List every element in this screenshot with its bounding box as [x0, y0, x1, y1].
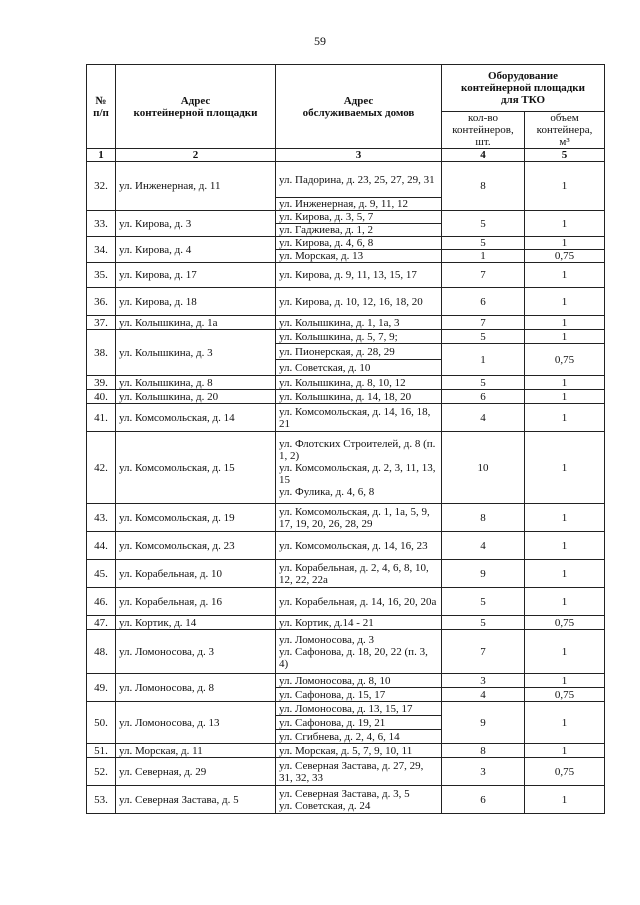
served-houses: ул. Колышкина, д. 14, 18, 20 [276, 390, 442, 404]
container-count: 7 [442, 263, 525, 288]
served-houses: ул. Морская, д. 13 [276, 250, 442, 263]
container-count: 8 [442, 744, 525, 758]
container-count: 1 [442, 344, 525, 376]
col-index: 1 [87, 149, 116, 162]
site-address: ул. Колышкина, д. 20 [116, 390, 276, 404]
table-row [87, 588, 605, 616]
row-number: 36. [87, 288, 116, 316]
container-volume: 1 [525, 432, 605, 504]
row-number: 53. [87, 786, 116, 814]
table-row [87, 330, 605, 344]
container-count: 3 [442, 758, 525, 786]
table-row [87, 630, 605, 674]
container-volume: 0,75 [525, 250, 605, 263]
site-address: ул. Северная Застава, д. 5 [116, 786, 276, 814]
table-row [87, 532, 605, 560]
row-number: 49. [87, 674, 116, 702]
site-address: ул. Колышкина, д. 1а [116, 316, 276, 330]
row-number: 43. [87, 504, 116, 532]
served-houses: ул. Кирова, д. 9, 11, 13, 15, 17 [276, 263, 442, 288]
container-count: 5 [442, 376, 525, 390]
served-houses: ул. Колышкина, д. 1, 1а, 3 [276, 316, 442, 330]
container-volume: 1 [525, 376, 605, 390]
container-volume: 1 [525, 390, 605, 404]
col-index: 2 [116, 149, 276, 162]
container-count: 7 [442, 316, 525, 330]
site-address: ул. Колышкина, д. 8 [116, 376, 276, 390]
header-houses [276, 65, 442, 149]
container-volume: 1 [525, 532, 605, 560]
served-houses: ул. Комсомольская, д. 1, 1а, 5, 9, 17, 19, 20, 26, 28, 29 [276, 504, 442, 532]
row-number: 47. [87, 616, 116, 630]
col-index: 3 [276, 149, 442, 162]
table-row [87, 674, 605, 688]
site-address: ул. Комсомольская, д. 23 [116, 532, 276, 560]
container-count: 8 [442, 504, 525, 532]
container-volume: 0,75 [525, 758, 605, 786]
row-number: 32. [87, 162, 116, 211]
site-address: ул. Кортик, д. 14 [116, 616, 276, 630]
table-row [87, 263, 605, 288]
container-count: 9 [442, 560, 525, 588]
site-address: ул. Ломоносова, д. 13 [116, 702, 276, 744]
container-count: 9 [442, 702, 525, 744]
served-houses: ул. Северная Застава, д. 27, 29, 31, 32, 33 [276, 758, 442, 786]
site-address: ул. Комсомольская, д. 19 [116, 504, 276, 532]
site-address: ул. Ломоносова, д. 3 [116, 630, 276, 674]
row-number: 41. [87, 404, 116, 432]
container-volume: 1 [525, 630, 605, 674]
container-count: 8 [442, 162, 525, 211]
site-address: ул. Корабельная, д. 16 [116, 588, 276, 616]
served-houses: ул. Флотских Строителей, д. 8 (п. 1, 2) ул. Комсомольская, д. 2, 3, 11, 13, 15 ул. Фулика, д. 4, 6, 8 [276, 432, 442, 504]
table-row [87, 504, 605, 532]
site-address: ул. Кирова, д. 3 [116, 211, 276, 237]
header-site-address [116, 65, 276, 149]
container-volume: 1 [525, 288, 605, 316]
container-volume: 1 [525, 744, 605, 758]
row-number: 33. [87, 211, 116, 237]
header-num [87, 65, 116, 149]
table-row [87, 404, 605, 432]
row-number: 45. [87, 560, 116, 588]
served-houses: ул. Инженерная, д. 9, 11, 12 [276, 198, 442, 211]
table-row [87, 432, 605, 504]
container-volume: 1 [525, 404, 605, 432]
served-houses: ул. Кирова, д. 10, 12, 16, 18, 20 [276, 288, 442, 316]
row-number: 46. [87, 588, 116, 616]
table-row [87, 211, 605, 224]
site-address: ул. Ломоносова, д. 8 [116, 674, 276, 702]
container-count: 7 [442, 630, 525, 674]
header-houses-text: Адрес обслуживаемых домов [302, 94, 415, 119]
served-houses: ул. Сафонова, д. 15, 17 [276, 688, 442, 702]
header-count [442, 112, 525, 149]
table-row [87, 744, 605, 758]
container-volume: 1 [525, 674, 605, 688]
container-volume: 0,75 [525, 688, 605, 702]
col-index: 5 [525, 149, 605, 162]
container-count: 1 [442, 250, 525, 263]
table-body [87, 162, 605, 814]
site-address: ул. Корабельная, д. 10 [116, 560, 276, 588]
container-count: 6 [442, 390, 525, 404]
row-number: 51. [87, 744, 116, 758]
site-address: ул. Северная, д. 29 [116, 758, 276, 786]
row-number: 40. [87, 390, 116, 404]
container-sites-table [86, 64, 605, 814]
container-count: 6 [442, 786, 525, 814]
row-number: 50. [87, 702, 116, 744]
col-index: 4 [442, 149, 525, 162]
site-address: ул. Колышкина, д. 3 [116, 330, 276, 376]
container-count: 4 [442, 404, 525, 432]
served-houses: ул. Колышкина, д. 5, 7, 9; [276, 330, 442, 344]
served-houses: ул. Ломоносова, д. 3 ул. Сафонова, д. 18, 20, 22 (п. 3, 4) [276, 630, 442, 674]
container-count: 4 [442, 688, 525, 702]
row-number: 34. [87, 237, 116, 263]
site-address: ул. Морская, д. 11 [116, 744, 276, 758]
table-row [87, 288, 605, 316]
served-houses: ул. Гаджиева, д. 1, 2 [276, 224, 442, 237]
row-number: 44. [87, 532, 116, 560]
container-volume: 1 [525, 588, 605, 616]
table-row [87, 786, 605, 814]
row-number: 48. [87, 630, 116, 674]
container-volume: 1 [525, 786, 605, 814]
container-count: 5 [442, 237, 525, 250]
container-count: 5 [442, 588, 525, 616]
table-row [87, 616, 605, 630]
served-houses: ул. Падорина, д. 23, 25, 27, 29, 31 [276, 162, 442, 198]
header-volume [525, 112, 605, 149]
row-number: 52. [87, 758, 116, 786]
served-houses: ул. Сгибнева, д. 2, 4, 6, 14 [276, 730, 442, 744]
served-houses: ул. Морская, д. 5, 7, 9, 10, 11 [276, 744, 442, 758]
table-row [87, 702, 605, 716]
row-number: 35. [87, 263, 116, 288]
row-number: 39. [87, 376, 116, 390]
table-row [87, 162, 605, 198]
table-row [87, 560, 605, 588]
table-row [87, 237, 605, 250]
site-address: ул. Комсомольская, д. 15 [116, 432, 276, 504]
row-number: 42. [87, 432, 116, 504]
served-houses: ул. Ломоносова, д. 8, 10 [276, 674, 442, 688]
site-address: ул. Инженерная, д. 11 [116, 162, 276, 211]
header-equipment [442, 65, 605, 112]
row-number: 38. [87, 330, 116, 376]
table-row [87, 758, 605, 786]
container-volume: 1 [525, 560, 605, 588]
header-num-text: № п/п [93, 94, 109, 119]
container-volume: 0,75 [525, 616, 605, 630]
container-count: 5 [442, 211, 525, 237]
header-site-address-text: Адрес контейнерной площадки [133, 94, 258, 119]
header-volume-text: объем контейнера, м³ [536, 112, 593, 148]
row-number: 37. [87, 316, 116, 330]
container-volume: 1 [525, 702, 605, 744]
served-houses: ул. Северная Застава, д. 3, 5 ул. Советская, д. 24 [276, 786, 442, 814]
container-volume: 1 [525, 330, 605, 344]
served-houses: ул. Ломоносова, д. 13, 15, 17 [276, 702, 442, 716]
table-row [87, 376, 605, 390]
served-houses: ул. Комсомольская, д. 14, 16, 18, 21 [276, 404, 442, 432]
container-volume: 1 [525, 211, 605, 237]
header-equipment-text: Оборудование контейнерной площадки для ТКО [461, 70, 585, 106]
served-houses: ул. Советская, д. 10 [276, 360, 442, 376]
container-volume: 1 [525, 162, 605, 211]
container-count: 5 [442, 330, 525, 344]
served-houses: ул. Кирова, д. 4, 6, 8 [276, 237, 442, 250]
container-count: 10 [442, 432, 525, 504]
served-houses: ул. Корабельная, д. 14, 16, 20, 20а [276, 588, 442, 616]
served-houses: ул. Комсомольская, д. 14, 16, 23 [276, 532, 442, 560]
header-count-text: кол-во контейнеров, шт. [452, 112, 514, 148]
served-houses: ул. Корабельная, д. 2, 4, 6, 8, 10, 12, 22, 22а [276, 560, 442, 588]
served-houses: ул. Кирова, д. 3, 5, 7 [276, 211, 442, 224]
container-volume: 1 [525, 316, 605, 330]
site-address: ул. Кирова, д. 17 [116, 263, 276, 288]
site-address: ул. Комсомольская, д. 14 [116, 404, 276, 432]
container-count: 3 [442, 674, 525, 688]
page-number: 59 [314, 34, 326, 48]
container-count: 5 [442, 616, 525, 630]
table-row [87, 390, 605, 404]
column-index-row [87, 149, 605, 162]
container-volume: 1 [525, 504, 605, 532]
served-houses: ул. Сафонова, д. 19, 21 [276, 716, 442, 730]
served-houses: ул. Кортик, д.14 - 21 [276, 616, 442, 630]
container-count: 4 [442, 532, 525, 560]
container-count: 6 [442, 288, 525, 316]
site-address: ул. Кирова, д. 18 [116, 288, 276, 316]
served-houses: ул. Пионерская, д. 28, 29 [276, 344, 442, 360]
container-volume: 0,75 [525, 344, 605, 376]
site-address: ул. Кирова, д. 4 [116, 237, 276, 263]
table-row [87, 316, 605, 330]
container-volume: 1 [525, 237, 605, 250]
served-houses: ул. Колышкина, д. 8, 10, 12 [276, 376, 442, 390]
container-volume: 1 [525, 263, 605, 288]
